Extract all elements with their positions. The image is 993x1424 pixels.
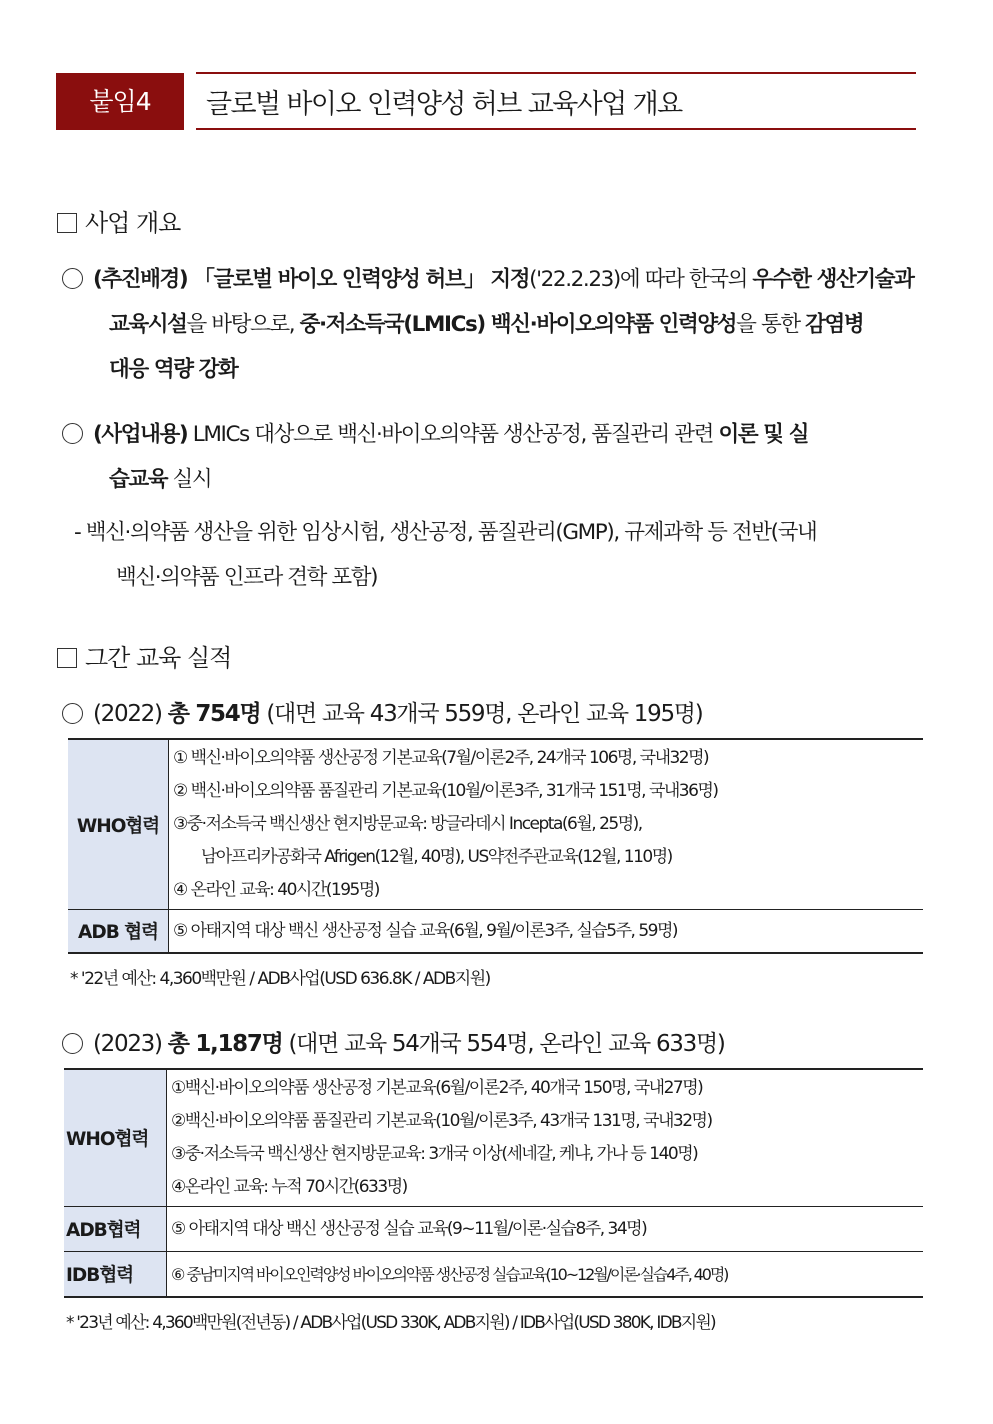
page-title: 글로벌 바이오 인력양성 허브 교육사업 개요 [206,89,682,120]
row-label: IDB협력 [64,1252,167,1298]
list-item: ⑥ 중남미지역 바이오인력양성 바이오의약품 생산공정 실습교육(10~12월/이론·실습4주, 40명) [171,1264,728,1284]
bold-text-run: 습교육 [109,467,168,492]
bold-text-run: 총 1,187명 [167,1031,283,1057]
circle-bullet-icon [62,268,83,289]
text-run: (대면 교육 43개국 559명, 온라인 교육 195명) [260,701,703,727]
dash-line-1: - 백신·의약품 생산을 위한 임상시험, 생산공정, 품질관리(GMP), 규제과학 등 전반(국내 [74,520,817,545]
circle-bullet-icon [62,703,83,724]
bold-text-run: 중·저소득국(LMICs) 백신·바이오의약품 인력양성 [299,312,737,337]
list-item: ① 백신·바이오의약품 생산공정 기본교육(7월/이론2주, 24개국 106명, 국내32명) [173,748,709,768]
list-item: ①백신·바이오의약품 생산공정 기본교육(6월/이론2주, 40개국 150명, 국내27명) [171,1078,703,1098]
dash-item [74,510,944,600]
header-top-rule [196,72,916,74]
table-row [68,739,923,910]
year-2023-summary [62,1025,725,1058]
text-line [109,357,237,382]
text-run: 을 통한 [736,312,806,337]
list-item: ④ 온라인 교육: 40시간(195명) [173,880,379,900]
bold-text-run: (추진배경) [93,267,194,292]
bold-text-run: 교육시설 [109,312,187,337]
list-item: ③중·저소득국 백신생산 현지방문교육: 3개국 이상(세네갈, 케냐, 가나 등 140명) [171,1144,698,1164]
list-item: ⑤ 아태지역 대상 백신 생산공정 실습 교육(9~11월/이론·실습8주, 34명) [171,1218,647,1239]
year-summary-text [93,1031,725,1057]
bold-text-run: 대응 역량 강화 [109,357,238,382]
text-line [109,312,863,337]
budget-note-2022: * '22년 예산: 4,360백만원 / ADB사업(USD 636.8K / ADB지원) [70,969,490,989]
text-line [93,267,913,292]
section-heading-text: 그간 교육 실적 [85,644,232,672]
list-item: ⑤ 아태지역 대상 백신 생산공정 실습 교육(6월, 9월/이론3주, 실습5주, 59명) [173,920,678,941]
section-heading-results [57,638,231,673]
bold-text-run: (사업내용) [93,422,188,447]
who-cell [169,739,924,910]
row-label: WHO협력 [64,1069,167,1207]
bold-text-run: 이론 및 실 [718,422,809,447]
appendix-tag: 붙임4 [56,73,184,130]
section-heading-overview [57,203,180,238]
budget-note-2023: * '23년 예산: 4,360백만원(전년동) / ADB사업(USD 330K, ADB지원) / IDB사업(USD 380K, IDB지원) [66,1313,715,1333]
list-item: ③중·저소득국 백신생산 현지방문교육: 방글라데시 Incepta(6월, 25명), [173,814,642,834]
table-2023 [64,1068,923,1298]
year-2022-summary [62,695,702,728]
year-summary-text [93,701,702,727]
paragraph-background [62,257,942,392]
paragraph-content [62,412,942,502]
text-run: 실시 [167,467,212,492]
bold-text-run: 우수한 생산기술과 [752,267,914,292]
table-row [68,910,923,954]
text-run: ('22.2.23)에 따라 한국의 [529,267,753,292]
checkbox-square-icon [57,648,77,668]
bold-text-run: 총 754명 [167,701,261,727]
who-cell [167,1069,924,1207]
checkbox-square-icon [57,213,77,233]
header-bottom-rule [196,128,916,130]
text-run: LMICs 대상으로 백신·바이오의약품 생산공정, 품질관리 관련 [187,422,719,447]
text-run: (대면 교육 54개국 554명, 온라인 교육 633명) [282,1031,725,1057]
row-label: ADB 협력 [68,910,169,954]
row-label: ADB협력 [64,1207,167,1252]
list-item: ④온라인 교육: 누적 70시간(633명) [171,1177,407,1197]
row-label: WHO협력 [68,739,169,910]
text-line [109,467,211,492]
dash-line-2: 백신·의약품 인프라 견학 포함) [116,565,378,590]
table-row [64,1207,923,1252]
table-row [64,1252,923,1298]
circle-bullet-icon [62,423,83,444]
table-row [64,1069,923,1207]
bold-text-run: 「글로벌 바이오 인력양성 허브」 지정 [193,267,530,292]
list-item: 남아프리카공화국 Afrigen(12월, 40명), US약전주관교육(12월, 110명) [201,847,672,867]
text-run: 을 바탕으로, [186,312,300,337]
section-heading-text: 사업 개요 [85,209,181,237]
circle-bullet-icon [62,1033,83,1054]
text-run: (2022) [93,701,168,727]
text-line [93,422,808,447]
table-2022 [68,738,923,954]
list-item: ② 백신·바이오의약품 품질관리 기본교육(10월/이론3주, 31개국 151명, 국내36명) [173,781,718,801]
text-run: (2023) [93,1031,168,1057]
bold-text-run: 감염병 [805,312,864,337]
list-item: ②백신·바이오의약품 품질관리 기본교육(10월/이론3주, 43개국 131명, 국내32명) [171,1111,712,1131]
